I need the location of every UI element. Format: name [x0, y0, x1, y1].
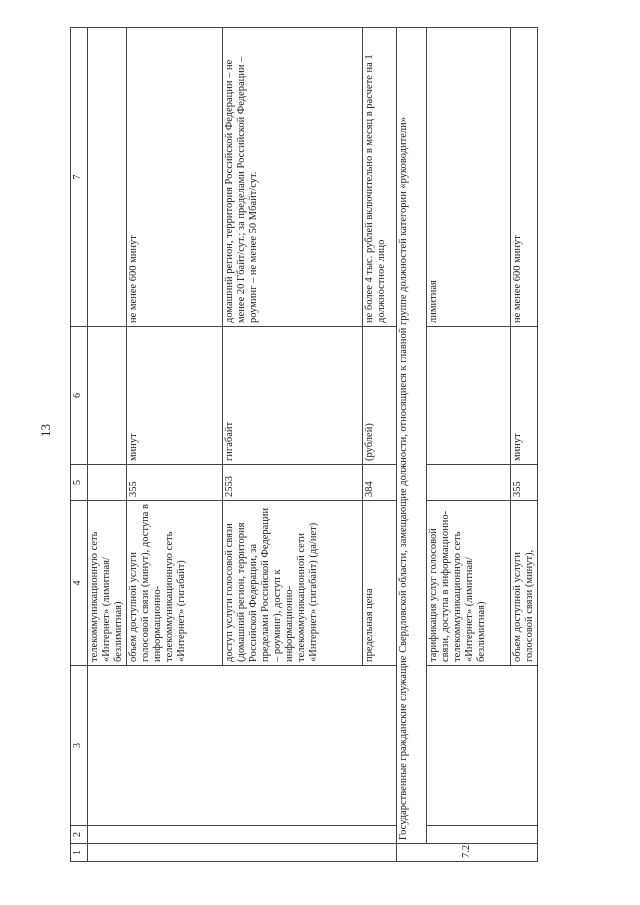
cell-characteristic: предельная цена — [363, 501, 397, 666]
cell-characteristic: объем доступной услуги голосовой связи (минут), доступа в информационно-телекоммуникационную сеть «Интернет» (гигабайт) — [127, 501, 223, 666]
cell-value — [88, 28, 127, 327]
cell-unit: гигабайт — [223, 327, 363, 465]
header-row — [71, 28, 88, 862]
section-row — [397, 28, 427, 862]
cell-unit: минут — [511, 327, 538, 465]
cell-value: лимитная — [427, 28, 511, 327]
cell-unit — [88, 327, 127, 465]
header-col-7: 7 — [71, 28, 88, 327]
table-row — [427, 28, 511, 862]
header-col-4: 4 — [71, 501, 88, 666]
cell-col2-block-a — [88, 826, 397, 844]
cell-unit — [427, 327, 511, 465]
cell-characteristic: доступ услуги голосовой связи (домашний регион, территория Российской Федерации, за пределами Российской Федерации – роуминг), доступ к информационно-телекоммуникационной сети «Интернет» (гигабайт) (да/нет) — [223, 501, 363, 666]
cell-code: 355 — [511, 465, 538, 501]
section-number: 7.2 — [397, 844, 538, 862]
cell-unit: (рублей) — [363, 327, 397, 465]
cell-value: не менее 600 минут — [511, 28, 538, 327]
cell-code: 2553 — [223, 465, 363, 501]
cell-col2-block-b — [427, 826, 538, 844]
cell-code — [427, 465, 511, 501]
cell-characteristic: телекоммуникационную сеть «Интернет» (лимитная/безлимитная) — [88, 501, 127, 666]
cell-value: не менее 600 минут — [127, 28, 223, 327]
cell-characteristic: объем доступной услуги голосовой связи (минут), — [511, 501, 538, 666]
header-col-5: 5 — [71, 465, 88, 501]
header-col-1: 1 — [71, 844, 88, 862]
cell-value: домашний регион, территория Российской Федерации – не менее 20 Гбайт/сут.; за пределами Российской Федерации – роуминг – не менее 50 Мбайт/сут. — [223, 28, 363, 327]
cell-code: 355 — [127, 465, 223, 501]
table-row — [88, 28, 127, 862]
section-title: Государственные гражданские служащие Свердловской области, замещающие должности, относящиеся к главной группе должностей категории «руководители» — [397, 28, 427, 844]
header-col-3: 3 — [71, 666, 88, 826]
cell-characteristic: тарификация услуг голосовой связи, доступа в информационно-телекоммуникационную сеть «Интернет» (лимитная/безлимитная) — [427, 501, 511, 666]
cell-value: не более 4 тыс. рублей включительно в месяц в расчете на 1 должностное лицо — [363, 28, 397, 327]
cell-code: 384 — [363, 465, 397, 501]
cell-unit: минут — [127, 327, 223, 465]
page-number: 13 — [38, 424, 53, 437]
header-col-2: 2 — [71, 826, 88, 844]
cell-code — [88, 465, 127, 501]
cell-col3-block-b — [427, 666, 538, 826]
specification-table — [70, 27, 538, 862]
cell-col1-block-a — [88, 844, 397, 862]
cell-col3-block-a — [88, 666, 397, 826]
header-col-6: 6 — [71, 327, 88, 465]
specification-table-rotated — [70, 28, 566, 862]
